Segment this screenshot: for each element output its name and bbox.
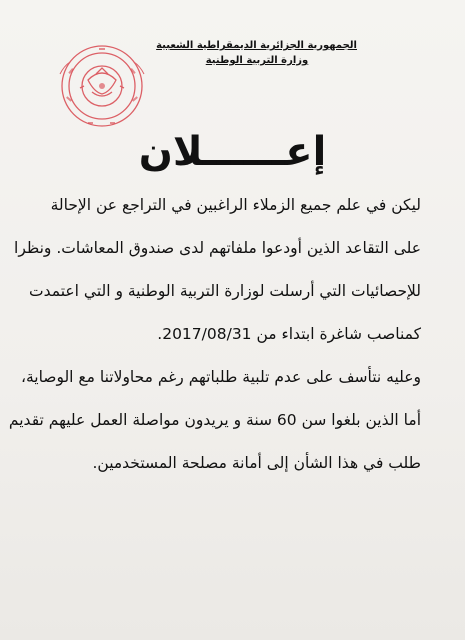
- body-line-4: كمناصب شاغرة ابتداء من 2017/08/31.: [157, 325, 421, 343]
- body-line-2: على التقاعد الذين أودعوا ملفاتهم لدى صندوق المعاشات. ونظرا: [14, 239, 421, 257]
- header-ministry: وزارة التربية الوطنية: [205, 55, 309, 66]
- announcement-body: [8, 195, 421, 496]
- page-title: إعــــــلان: [138, 129, 327, 175]
- body-line-6: أما الذين بلغوا سن 60 سنة و يريدون مواصلة العمل عليهم تقديم: [8, 411, 421, 429]
- body-line-5: وعليه نتأسف على عدم تلبية طلباتهم رغم محاولاتنا مع الوصاية،: [20, 368, 421, 386]
- header-republic: الجمهورية الجزائرية الديمقراطية الشعبية: [156, 40, 357, 51]
- document-header: [157, 38, 357, 68]
- official-stamp: [44, 40, 154, 132]
- body-line-1: ليكن في علم جميع الزملاء الراغبين في التراجع عن الإحالة: [50, 196, 421, 214]
- body-line-3: للإحصائيات التي أرسلت لوزارة التربية الوطنية و التي اعتمدت: [29, 282, 421, 300]
- body-line-7: طلب في هذا الشأن إلى أمانة مصلحة المستخدمين.: [92, 454, 421, 472]
